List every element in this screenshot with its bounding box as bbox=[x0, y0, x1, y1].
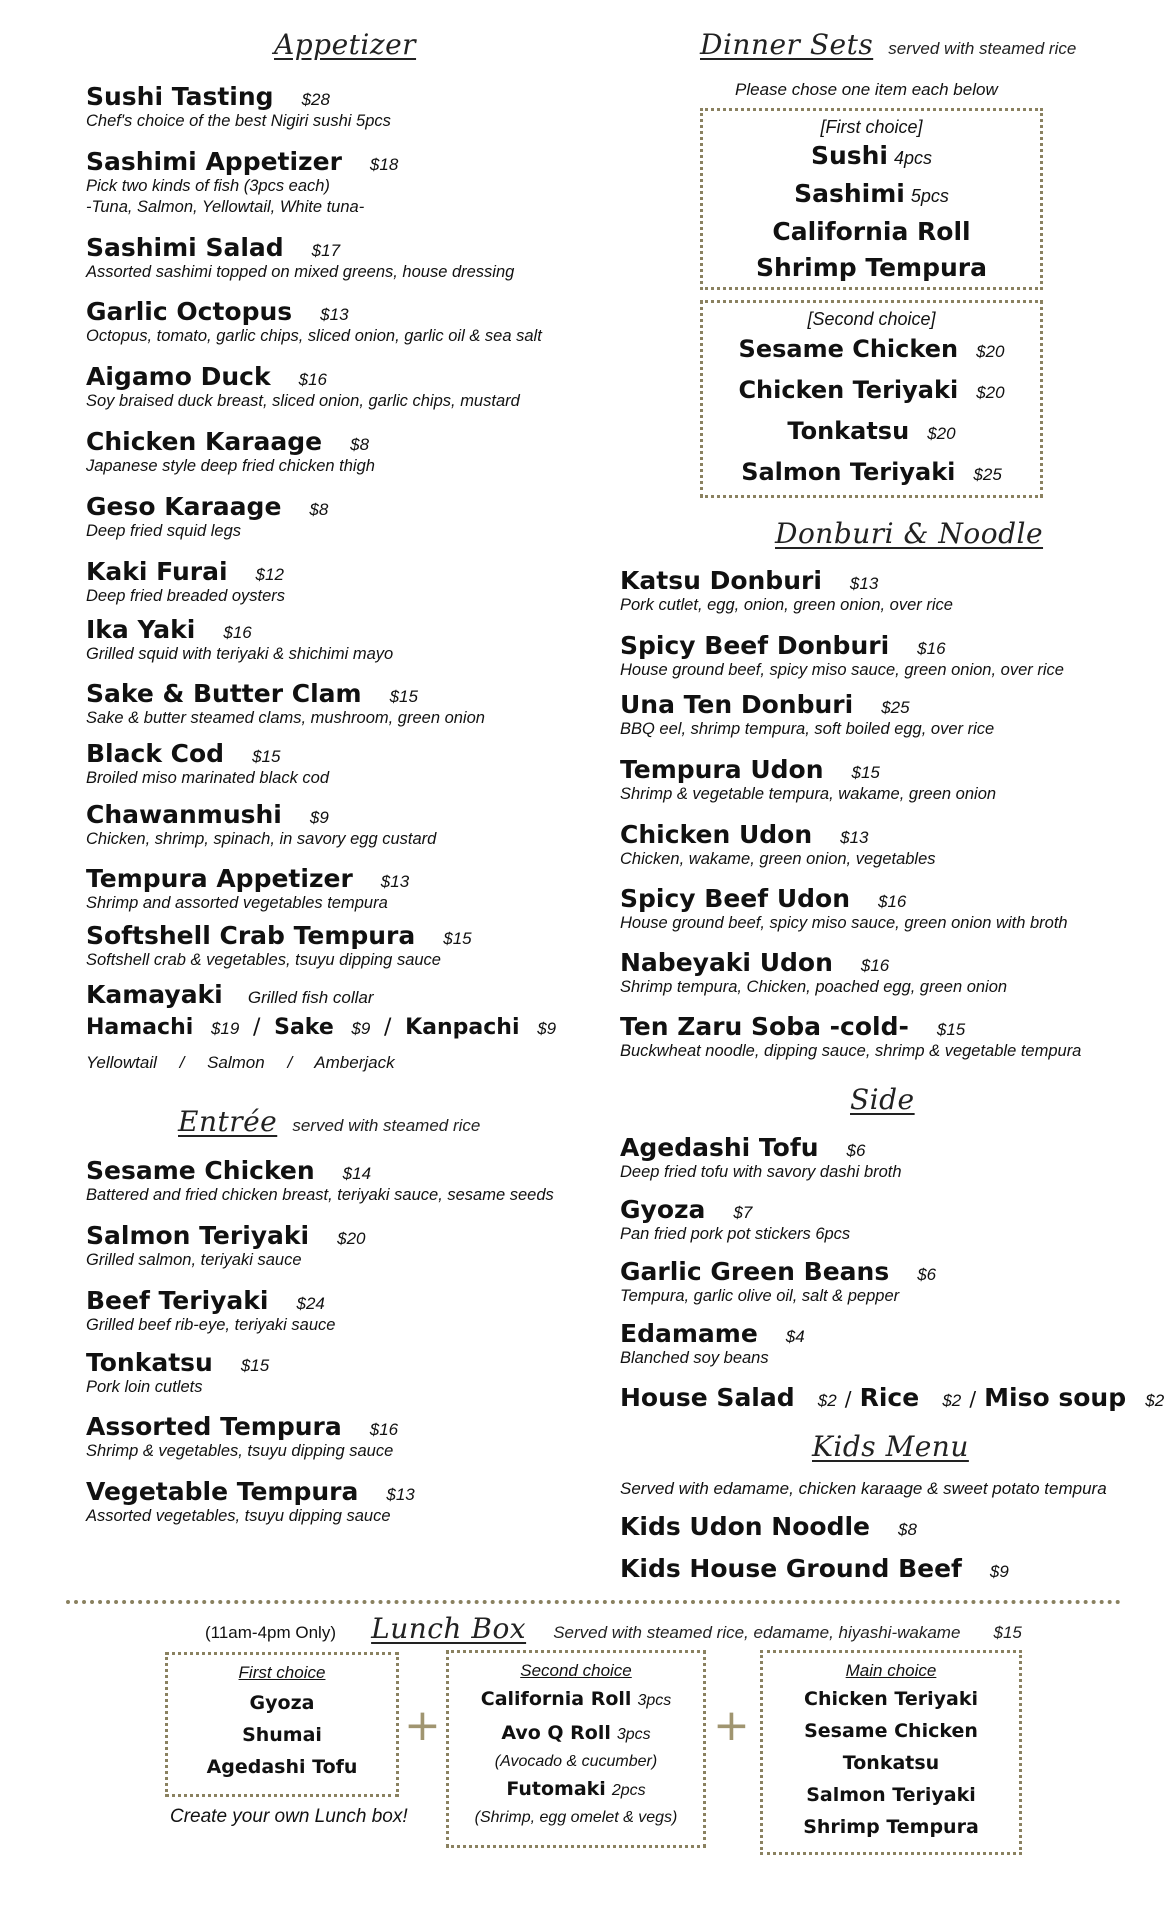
item-price: $20 bbox=[976, 342, 1005, 361]
item-price: $2 bbox=[817, 1391, 837, 1410]
lunch-main-list bbox=[763, 1683, 1019, 1843]
item-price: $20 bbox=[337, 1229, 366, 1248]
menu-item bbox=[86, 1477, 415, 1527]
lunch-header bbox=[205, 1612, 1022, 1645]
item-price: $15 bbox=[240, 1356, 270, 1375]
item-price: $18 bbox=[369, 155, 399, 174]
item-name: Chicken Karaage bbox=[86, 427, 323, 456]
lunch-main-item: Chicken Teriyaki bbox=[804, 1688, 978, 1710]
dinner-sets-note: served with steamed rice bbox=[888, 39, 1077, 58]
menu-item bbox=[620, 1012, 1081, 1062]
menu-item bbox=[86, 739, 329, 789]
item-name: Sashimi Salad bbox=[86, 233, 284, 262]
item-name: Chicken Teriyaki bbox=[738, 376, 959, 404]
menu-item bbox=[620, 1257, 936, 1307]
side-title: Side bbox=[850, 1083, 915, 1116]
box-heading: [Second choice] bbox=[807, 309, 936, 329]
lunch-title: Lunch Box bbox=[371, 1612, 527, 1645]
item-description: Pork cutlet, egg, onion, green onion, over rice bbox=[620, 596, 953, 614]
item-price: $15 bbox=[936, 1020, 966, 1039]
menu-item bbox=[620, 1195, 850, 1245]
dinner-second-choice-box bbox=[700, 300, 1043, 498]
menu-item bbox=[86, 864, 409, 914]
dinner-first-item bbox=[703, 138, 1040, 176]
item-price: $20 bbox=[927, 424, 956, 443]
item-price: $16 bbox=[917, 639, 946, 658]
menu-item bbox=[86, 297, 542, 347]
separator: / bbox=[844, 1387, 852, 1411]
kamayaki-fish-row bbox=[86, 1015, 556, 1040]
entree-header bbox=[178, 1105, 480, 1138]
dinner-second-item bbox=[703, 412, 1040, 453]
fish-sake: Sake bbox=[274, 1015, 334, 1040]
item-quantity: 2pcs bbox=[611, 1782, 646, 1799]
item-price: $16 bbox=[223, 623, 252, 642]
item-name: Miso soup bbox=[984, 1383, 1127, 1412]
lunch-hours: (11am-4pm Only) bbox=[205, 1623, 336, 1642]
item-price: $16 bbox=[860, 956, 890, 975]
item-price: $14 bbox=[342, 1164, 372, 1183]
item-description: Sake & butter steamed clams, mushroom, green onion bbox=[86, 709, 485, 727]
item-name: Ten Zaru Soba -cold- bbox=[620, 1012, 909, 1041]
lunch-tagline: Create your own Lunch box! bbox=[170, 1806, 408, 1827]
item-description: Deep fried tofu with savory dashi broth bbox=[620, 1163, 902, 1181]
item-description: BBQ eel, shrimp tempura, soft boiled egg, over rice bbox=[620, 720, 995, 738]
item-name: Futomaki bbox=[506, 1778, 606, 1800]
item-name: Vegetable Tempura bbox=[86, 1477, 359, 1506]
item-name: Black Cod bbox=[86, 739, 225, 768]
item-quantity: 5pcs bbox=[910, 186, 949, 206]
item-description: Chicken, shrimp, spinach, in savory egg custard bbox=[86, 830, 437, 848]
item-description: Chef's choice of the best Nigiri sushi 5pcs bbox=[86, 112, 391, 130]
menu-item bbox=[86, 1286, 335, 1336]
kamayaki-english-row bbox=[86, 1053, 395, 1073]
item-name: Garlic Green Beans bbox=[620, 1257, 890, 1286]
side-header bbox=[850, 1083, 915, 1116]
menu-item bbox=[620, 755, 996, 805]
item-description: Pick two kinds of fish (3pcs each) bbox=[86, 177, 330, 195]
item-description: Shrimp tempura, Chicken, poached egg, green onion bbox=[620, 978, 1008, 996]
item-name: Avo Q Roll bbox=[501, 1722, 611, 1744]
item-name: Kids Udon Noodle bbox=[620, 1512, 870, 1541]
item-name: Ika Yaki bbox=[86, 615, 196, 644]
dinner-sets-instruction: Please chose one item each below bbox=[735, 80, 998, 99]
item-name: Sesame Chicken bbox=[738, 335, 959, 363]
menu-item bbox=[620, 820, 936, 870]
menu-item bbox=[86, 1156, 554, 1206]
menu-item bbox=[620, 1512, 917, 1541]
item-price: $13 bbox=[840, 828, 869, 847]
item-price: $2 bbox=[942, 1391, 962, 1410]
item-price: $24 bbox=[296, 1294, 325, 1313]
item-description: Battered and fried chicken breast, teriyaki sauce, sesame seeds bbox=[86, 1186, 554, 1204]
item-name: Assorted Tempura bbox=[86, 1412, 342, 1441]
plus-icon: + bbox=[404, 1700, 441, 1751]
item-description: Pan fried pork pot stickers 6pcs bbox=[620, 1225, 851, 1243]
menu-item bbox=[86, 362, 520, 412]
menu-item bbox=[620, 1319, 805, 1369]
lunch-divider bbox=[66, 1600, 1121, 1604]
item-price: $25 bbox=[973, 465, 1002, 484]
menu-item bbox=[620, 566, 953, 616]
item-description: -Tuna, Salmon, Yellowtail, White tuna- bbox=[86, 198, 365, 216]
item-name: Salmon Teriyaki bbox=[741, 458, 956, 486]
lunch-second-item bbox=[449, 1773, 703, 1807]
separator: / bbox=[253, 1015, 261, 1040]
item-name: Nabeyaki Udon bbox=[620, 948, 833, 977]
lunch-main-choice-box bbox=[760, 1650, 1022, 1855]
kids-note: Served with edamame, chicken karaage & sweet potato tempura bbox=[620, 1479, 1107, 1498]
item-name: Katsu Donburi bbox=[620, 566, 822, 595]
item-price: $13 bbox=[849, 574, 879, 593]
lunch-second-item bbox=[449, 1683, 703, 1717]
item-description: Japanese style deep fried chicken thigh bbox=[86, 457, 375, 475]
item-price: $25 bbox=[881, 698, 910, 717]
menu-item bbox=[620, 631, 1064, 681]
item-price: $16 bbox=[298, 370, 327, 389]
item-note: Grilled fish collar bbox=[247, 988, 374, 1007]
kids-title: Kids Menu bbox=[812, 1430, 969, 1463]
item-name: Shrimp Tempura bbox=[756, 253, 987, 282]
item-name: Tonkatsu bbox=[86, 1348, 213, 1377]
item-price: $28 bbox=[301, 90, 330, 109]
dinner-first-item bbox=[703, 214, 1040, 250]
separator: / bbox=[287, 1053, 293, 1072]
item-price: $9 bbox=[309, 808, 329, 827]
item-description: Grilled squid with teriyaki & shichimi mayo bbox=[86, 645, 394, 663]
lunch-second-note: (Avocado & cucumber) bbox=[494, 1753, 658, 1770]
dinner-second-item bbox=[703, 453, 1040, 494]
item-name: Tempura Udon bbox=[620, 755, 824, 784]
item-description: Softshell crab & vegetables, tsuyu dipping sauce bbox=[86, 951, 441, 969]
item-name: Sashimi bbox=[794, 179, 905, 208]
kids-header bbox=[812, 1430, 969, 1463]
lunch-first-choice-box bbox=[165, 1652, 399, 1797]
item-price: $7 bbox=[733, 1203, 753, 1222]
lunch-main-item: Tonkatsu bbox=[842, 1752, 940, 1774]
item-name: Sashimi Appetizer bbox=[86, 147, 342, 176]
item-description: Blanched soy beans bbox=[620, 1349, 769, 1367]
entree-title: Entrée bbox=[178, 1105, 278, 1138]
lunch-first-item: Shumai bbox=[242, 1724, 322, 1746]
item-name: California Roll bbox=[480, 1688, 632, 1710]
fish-english-name: Salmon bbox=[207, 1053, 265, 1072]
lunch-main-item: Salmon Teriyaki bbox=[806, 1784, 976, 1806]
item-description: Assorted sashimi topped on mixed greens, house dressing bbox=[86, 263, 515, 281]
menu-item bbox=[86, 615, 393, 665]
menu-item bbox=[620, 1554, 1009, 1583]
item-description: Deep fried squid legs bbox=[86, 522, 242, 540]
item-description: House ground beef, spicy miso sauce, green onion with broth bbox=[620, 914, 1068, 932]
item-name: Una Ten Donburi bbox=[620, 690, 854, 719]
fish-price: $9 bbox=[537, 1019, 557, 1038]
item-name: Sushi Tasting bbox=[86, 82, 274, 111]
menu-item bbox=[86, 427, 375, 477]
item-name: Kamayaki bbox=[86, 980, 223, 1009]
dinner-first-list bbox=[703, 138, 1040, 286]
separator: / bbox=[179, 1053, 185, 1072]
fish-hamachi: Hamachi bbox=[86, 1015, 194, 1040]
item-description: Chicken, wakame, green onion, vegetables bbox=[620, 850, 936, 868]
item-description: House ground beef, spicy miso sauce, green onion, over rice bbox=[620, 661, 1064, 679]
dinner-sets-title: Dinner Sets bbox=[700, 28, 874, 61]
item-name: Beef Teriyaki bbox=[86, 1286, 269, 1315]
box-heading: Second choice bbox=[520, 1661, 632, 1680]
item-name: Kids House Ground Beef bbox=[620, 1554, 962, 1583]
item-name: Chicken Udon bbox=[620, 820, 813, 849]
item-name: Edamame bbox=[620, 1319, 758, 1348]
item-name: Tonkatsu bbox=[787, 417, 910, 445]
appetizer-header bbox=[274, 28, 416, 61]
item-name: California Roll bbox=[772, 217, 971, 246]
item-description: Grilled beef rib-eye, teriyaki sauce bbox=[86, 1316, 336, 1334]
lunch-first-item: Agedashi Tofu bbox=[206, 1756, 358, 1778]
donburi-title: Donburi & Noodle bbox=[775, 517, 1044, 550]
fish-price: $19 bbox=[210, 1019, 240, 1038]
fish-price: $9 bbox=[351, 1019, 371, 1038]
item-price: $16 bbox=[369, 1420, 399, 1439]
item-name: Rice bbox=[859, 1383, 920, 1412]
dinner-sets-header bbox=[700, 28, 1076, 61]
item-name: Chawanmushi bbox=[86, 800, 282, 829]
menu-item bbox=[86, 679, 485, 729]
item-name: Sushi bbox=[810, 141, 889, 170]
separator: / bbox=[384, 1015, 392, 1040]
item-price: $8 bbox=[350, 435, 370, 454]
menu-item bbox=[620, 948, 1007, 998]
item-name: House Salad bbox=[620, 1383, 795, 1412]
appetizer-title: Appetizer bbox=[274, 28, 417, 61]
item-price: $13 bbox=[386, 1485, 415, 1504]
item-price: $15 bbox=[389, 687, 418, 706]
menu-item bbox=[86, 233, 514, 283]
item-price: $15 bbox=[252, 747, 281, 766]
menu-item bbox=[86, 800, 436, 850]
lunch-main-item: Sesame Chicken bbox=[804, 1720, 978, 1742]
lunch-second-note: (Shrimp, egg omelet & vegs) bbox=[474, 1809, 678, 1826]
fish-english-name: Amberjack bbox=[314, 1053, 395, 1072]
item-price: $15 bbox=[443, 929, 472, 948]
item-quantity: 3pcs bbox=[637, 1692, 672, 1709]
item-name: Spicy Beef Donburi bbox=[620, 631, 890, 660]
item-price: $16 bbox=[878, 892, 907, 911]
item-price: $12 bbox=[255, 565, 284, 584]
item-price: $4 bbox=[785, 1327, 805, 1346]
dinner-second-item bbox=[703, 330, 1040, 371]
item-description: Pork loin cutlets bbox=[86, 1378, 203, 1396]
menu-item bbox=[620, 884, 1068, 934]
item-price: $20 bbox=[976, 383, 1005, 402]
item-name: Salmon Teriyaki bbox=[86, 1221, 310, 1250]
item-description: Shrimp and assorted vegetables tempura bbox=[86, 894, 388, 912]
item-name: Kaki Furai bbox=[86, 557, 228, 586]
lunch-second-item bbox=[449, 1717, 703, 1751]
item-price: $8 bbox=[898, 1520, 917, 1539]
lunch-price: $15 bbox=[993, 1623, 1022, 1642]
menu-item bbox=[620, 690, 994, 740]
item-name: Softshell Crab Tempura bbox=[86, 921, 416, 950]
item-price: $13 bbox=[320, 305, 349, 324]
item-description: Buckwheat noodle, dipping sauce, shrimp & vegetable tempura bbox=[620, 1042, 1082, 1060]
item-description: Shrimp & vegetables, tsuyu dipping sauce bbox=[86, 1442, 394, 1460]
item-price: $6 bbox=[846, 1141, 866, 1160]
item-price: $8 bbox=[309, 500, 329, 519]
item-price: $17 bbox=[311, 241, 341, 260]
item-price: $9 bbox=[989, 1562, 1009, 1581]
dinner-first-item bbox=[703, 250, 1040, 286]
item-description: Shrimp & vegetable tempura, wakame, green onion bbox=[620, 785, 997, 803]
item-price: $15 bbox=[851, 763, 880, 782]
item-description: Grilled salmon, teriyaki sauce bbox=[86, 1251, 302, 1269]
dinner-second-item bbox=[703, 371, 1040, 412]
side-small-row bbox=[620, 1383, 1164, 1412]
plus-icon: + bbox=[713, 1700, 750, 1751]
lunch-note: Served with steamed rice, edamame, hiyashi-wakame bbox=[553, 1623, 961, 1642]
separator: / bbox=[969, 1387, 977, 1411]
item-description: Broiled miso marinated black cod bbox=[86, 769, 330, 787]
box-heading: [First choice] bbox=[820, 117, 923, 137]
item-description: Assorted vegetables, tsuyu dipping sauce bbox=[86, 1507, 391, 1525]
dinner-second-list bbox=[703, 330, 1040, 494]
item-description: Octopus, tomato, garlic chips, sliced onion, garlic oil & sea salt bbox=[86, 327, 542, 345]
fish-kanpachi: Kanpachi bbox=[405, 1015, 520, 1040]
item-name: Spicy Beef Udon bbox=[620, 884, 851, 913]
item-description: Deep fried breaded oysters bbox=[86, 587, 286, 605]
menu-item bbox=[86, 492, 328, 542]
lunch-main-item: Shrimp Tempura bbox=[803, 1816, 979, 1838]
item-name: Garlic Octopus bbox=[86, 297, 293, 326]
item-price: $6 bbox=[917, 1265, 937, 1284]
lunch-second-list bbox=[449, 1683, 703, 1829]
item-name: Tempura Appetizer bbox=[86, 864, 353, 893]
item-name: Sesame Chicken bbox=[86, 1156, 315, 1185]
box-heading: Main choice bbox=[845, 1661, 937, 1680]
item-description: Tempura, garlic olive oil, salt & pepper bbox=[620, 1287, 900, 1305]
lunch-second-choice-box bbox=[446, 1650, 706, 1848]
item-name: Geso Karaage bbox=[86, 492, 282, 521]
lunch-first-item: Gyoza bbox=[249, 1692, 315, 1714]
menu-item bbox=[86, 1348, 269, 1398]
donburi-header bbox=[775, 517, 1043, 550]
menu-item bbox=[86, 921, 472, 971]
item-quantity: 3pcs bbox=[616, 1726, 651, 1743]
menu-item bbox=[620, 1133, 902, 1183]
menu-item bbox=[86, 557, 285, 607]
item-name: Sake & Butter Clam bbox=[86, 679, 362, 708]
item-description: Soy braised duck breast, sliced onion, garlic chips, mustard bbox=[86, 392, 520, 410]
item-price: $13 bbox=[380, 872, 410, 891]
item-name: Aigamo Duck bbox=[86, 362, 271, 391]
entree-note: served with steamed rice bbox=[292, 1116, 481, 1135]
menu-item bbox=[86, 1412, 398, 1462]
menu-item bbox=[86, 147, 398, 218]
dinner-first-choice-box bbox=[700, 108, 1043, 290]
box-heading: First choice bbox=[238, 1663, 326, 1682]
dinner-first-item bbox=[703, 176, 1040, 214]
fish-english-name: Yellowtail bbox=[86, 1053, 157, 1072]
item-name: Agedashi Tofu bbox=[620, 1133, 819, 1162]
kamayaki-item bbox=[86, 980, 374, 1009]
menu-item bbox=[86, 1221, 366, 1271]
item-name: Gyoza bbox=[620, 1195, 706, 1224]
menu-item bbox=[86, 82, 391, 132]
item-quantity: 4pcs bbox=[894, 148, 933, 168]
lunch-first-list bbox=[168, 1687, 396, 1783]
item-price: $2 bbox=[1145, 1391, 1165, 1410]
